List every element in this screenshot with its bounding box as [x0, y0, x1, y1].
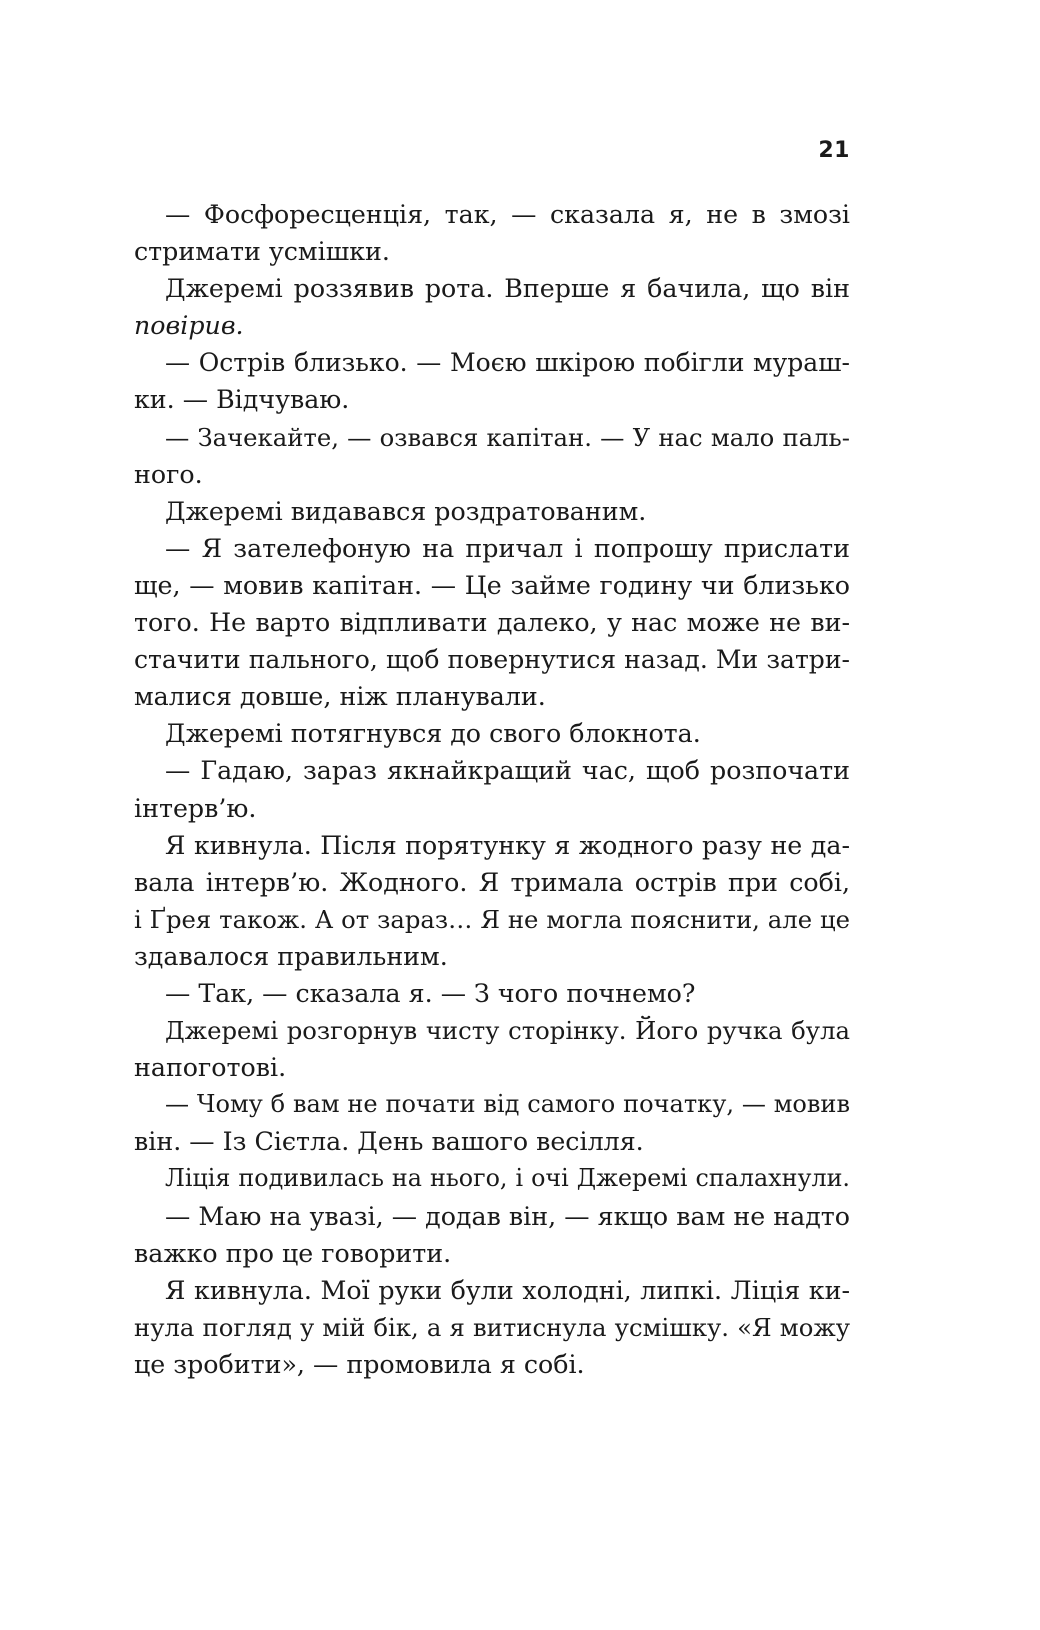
text-line: стачити пального, щоб повернутися назад. Ми затри- — [134, 645, 850, 675]
text-line: Джеремі розгорнув чисту сторінку. Його ручка була — [165, 1016, 850, 1046]
text-line: Джеремі роззявив рота. Вперше я бачила, що він — [165, 274, 850, 304]
text-line: це зробити», — промовила я собі. — [134, 1349, 585, 1379]
text-line: стримати усмішки. — [134, 237, 390, 267]
text-line: Джеремі видавався роздратованим. — [165, 496, 647, 526]
text-line: — Так, — сказала я. — З чого почнемо? — [165, 978, 696, 1008]
text-line: — Я зателефоную на причал і попрошу прислати — [165, 533, 850, 563]
text-line: і Ґрея також. А от зараз… Я не могла пояснити, але це — [134, 904, 850, 934]
text-line: він. — Із Сієтла. День вашого весілля. — [134, 1127, 644, 1157]
text-line: малися довше, ніж планували. — [134, 682, 546, 712]
text-line: напоготові. — [134, 1053, 287, 1083]
text-line: важко про це говорити. — [134, 1238, 452, 1268]
text-line: — Фосфоресценція, так, — сказала я, не в змозі — [165, 200, 850, 229]
body-text — [134, 196, 850, 1383]
text-line: ще, — мовив капітан. — Це займе годину чи близько — [134, 570, 850, 600]
text-line: інтерв’ю. — [134, 793, 257, 823]
text-line: того. Не варто відпливати далеко, у нас може не ви- — [134, 608, 850, 638]
text-line: — Чому б вам не почати від самого початку, — мовив — [165, 1090, 850, 1119]
text-line: ного. — [134, 459, 203, 489]
text-line: — Маю на увазі, — додав він, — якщо вам не надто — [165, 1201, 850, 1231]
text-line: повірив. — [134, 311, 244, 341]
text-line: Джеремі потягнувся до свого блокнота. — [165, 719, 701, 749]
page-number: 21 — [818, 138, 850, 163]
text-line: здавалося правильним. — [134, 941, 448, 971]
text-line: Я кивнула. Мої руки були холодні, липкі. Ліція ки- — [165, 1275, 850, 1305]
text-line: Я кивнула. Після порятунку я жодного разу не да- — [165, 830, 850, 860]
text-line: — Острів близько. — Моєю шкірою побігли мураш- — [165, 348, 850, 378]
text-line: вала інтерв’ю. Жодного. Я тримала острів при собі, — [134, 867, 850, 897]
text-line: Ліція подивилась на нього, і очі Джеремі спалахнули. — [165, 1164, 850, 1193]
text-line: — Зачекайте, — озвався капітан. — У нас мало паль- — [165, 422, 850, 452]
text-line: — Гадаю, зараз якнайкращий час, щоб розпочати — [165, 756, 850, 786]
text-line: ки. — Відчуваю. — [134, 385, 350, 415]
text-line: нула погляд у мій бік, а я витиснула усмішку. «Я можу — [134, 1312, 850, 1342]
